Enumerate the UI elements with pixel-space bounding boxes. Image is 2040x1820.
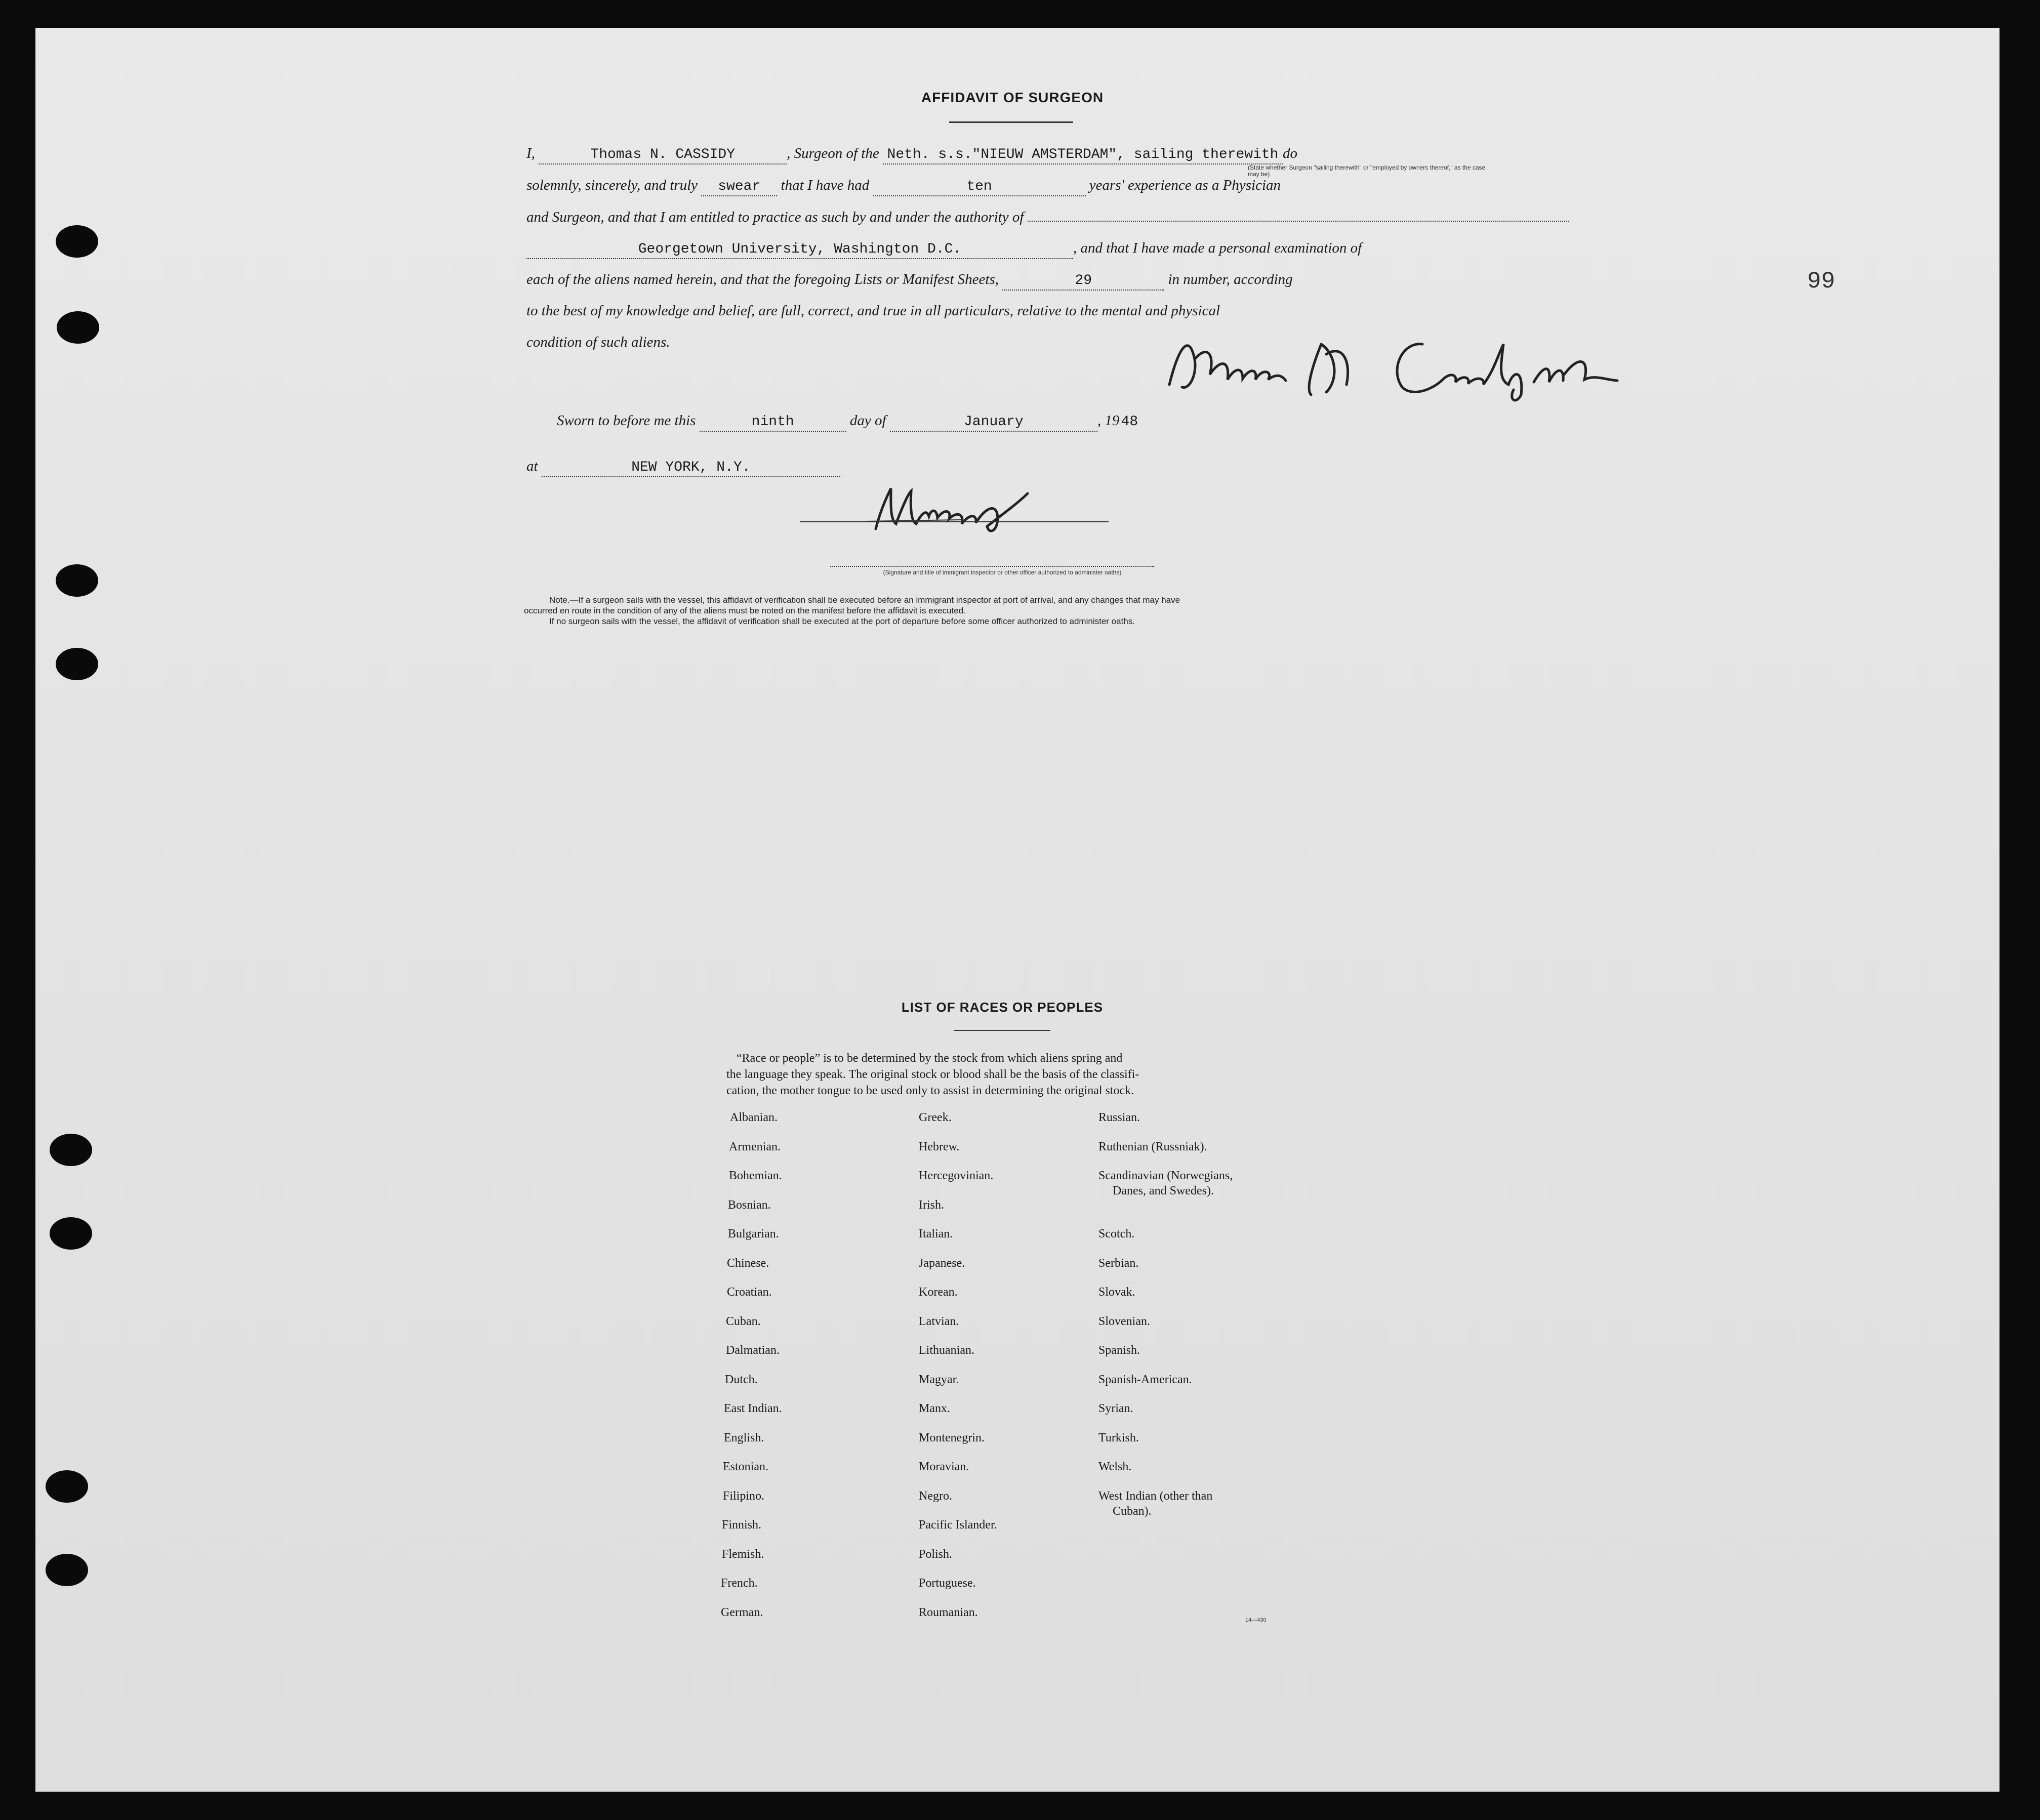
sheets-count-field: 29: [1002, 272, 1164, 291]
race-item: Portuguese.: [919, 1577, 976, 1590]
race-item: Slovenian.: [1098, 1314, 1150, 1328]
binder-hole: [56, 648, 98, 680]
race-item: Latvian.: [919, 1314, 959, 1328]
race-item: Armenian.: [729, 1140, 781, 1153]
race-item: Serbian.: [1098, 1256, 1139, 1270]
race-item: West Indian (other than: [1098, 1489, 1213, 1503]
race-item: Cuban).: [1113, 1504, 1152, 1518]
race-item: English.: [724, 1431, 764, 1444]
race-item: Greek.: [919, 1111, 952, 1124]
races-title: LIST OF RACES OR PEOPLES: [901, 1000, 1104, 1015]
race-item: Scandinavian (Norwegians,: [1098, 1169, 1233, 1182]
binder-hole: [46, 1554, 88, 1586]
affidavit-line-7: condition of such aliens.: [526, 334, 670, 350]
surgeon-signature: [1159, 324, 1620, 405]
race-item: Scotch.: [1098, 1227, 1135, 1240]
race-item: Welsh.: [1098, 1460, 1132, 1473]
races-intro-line: cation, the mother tongue to be used only to assist in determining the original stock.: [726, 1084, 1134, 1097]
race-item: Cuban.: [726, 1314, 761, 1328]
race-item: Turkish.: [1098, 1431, 1139, 1444]
races-column-3: [1098, 1111, 1233, 1534]
race-item: Spanish-American.: [1098, 1373, 1192, 1386]
race-item: Chinese.: [727, 1256, 769, 1270]
document-page: [35, 28, 2000, 1792]
sworn-month-field: January: [890, 413, 1097, 432]
affidavit-title: AFFIDAVIT OF SURGEON: [921, 90, 1104, 105]
race-item: Albanian.: [730, 1111, 778, 1124]
race-item: Flemish.: [722, 1547, 764, 1561]
sworn-year-field: 48: [1121, 414, 1138, 430]
binder-hole: [57, 311, 99, 344]
race-item: Russian.: [1098, 1111, 1140, 1124]
place-field: NEW YORK, N.Y.: [542, 459, 840, 477]
race-item: Slovak.: [1098, 1286, 1135, 1299]
affidavit-line-6: to the best of my knowledge and belief, are full, correct, and true in all particulars, relative to the mental and physical: [526, 303, 1220, 319]
race-item: Filipino.: [723, 1489, 765, 1503]
race-item: Montenegrin.: [919, 1431, 985, 1444]
race-item: Lithuanian.: [919, 1344, 974, 1357]
form-code: 14—430: [1245, 1617, 1267, 1623]
binder-hole: [56, 225, 98, 258]
affidavit-line-5: each of the aliens named herein, and that the foregoing Lists or Manifest Sheets, 29 in number, according: [526, 271, 1293, 291]
race-item: Hercegovinian.: [919, 1169, 994, 1182]
race-item: Bulgarian.: [728, 1227, 779, 1240]
race-item: Ruthenian (Russniak).: [1098, 1140, 1207, 1153]
race-item: Dalmatian.: [726, 1344, 780, 1357]
race-item: Hebrew.: [919, 1140, 960, 1153]
race-item: Moravian.: [919, 1460, 969, 1473]
race-item: Spanish.: [1098, 1344, 1140, 1357]
race-item: Irish.: [919, 1198, 944, 1212]
place-line: at NEW YORK, N.Y.: [526, 458, 840, 477]
binder-hole: [50, 1134, 92, 1166]
title-divider: [949, 121, 1073, 123]
binder-hole: [56, 564, 98, 597]
signature-caption-rule: [830, 566, 1154, 567]
note-line-3: If no surgeon sails with the vessel, the affidavit of verification shall be executed at the port of departure before some officer authorized to administer oaths.: [549, 616, 1135, 626]
affidavit-line-1: I, Thomas N. CASSIDY , Surgeon of the Neth. s.s."NIEUW AMSTERDAM", sailing therewith do: [526, 145, 1297, 164]
note-line-2: occurred en route in the condition of any of the aliens must be noted on the manifest before the affidavit is executed.: [524, 606, 966, 615]
race-item: Manx.: [919, 1402, 950, 1415]
race-item: Pacific Islander.: [919, 1518, 997, 1532]
affidavit-line-2: solemnly, sincerely, and truly swear that I have had ten years' experience as a Physician: [526, 177, 1281, 196]
race-item: Japanese.: [919, 1256, 965, 1270]
oath-field: swear: [701, 178, 777, 196]
authority-line-blank: [1028, 221, 1569, 222]
race-item: Roumanian.: [919, 1605, 978, 1619]
race-item: Polish.: [919, 1547, 953, 1561]
race-item: Finnish.: [722, 1518, 762, 1532]
inspector-signature-line: [800, 521, 1109, 522]
signature-caption: (Signature and title of immigrant inspector or other officer authorized to administer oaths): [883, 569, 1122, 576]
race-item: Italian.: [919, 1227, 953, 1240]
races-intro-line: the language they speak. The original stock or blood shall be the basis of the classifi-: [726, 1068, 1139, 1081]
binder-hole: [46, 1470, 88, 1503]
race-item: Bohemian.: [729, 1169, 782, 1182]
race-item: Dutch.: [725, 1373, 758, 1386]
surgeon-name-field: Thomas N. CASSIDY: [539, 146, 787, 164]
sworn-line: Sworn to before me this ninth day of January , 19 48: [557, 412, 1139, 432]
race-item: German.: [721, 1605, 763, 1619]
races-column-1: [721, 1111, 782, 1635]
sworn-day-field: ninth: [700, 413, 846, 432]
races-intro: [726, 1050, 1283, 1099]
races-column-2: [919, 1111, 997, 1635]
race-item: French.: [721, 1577, 758, 1590]
affidavit-line-3: and Surgeon, and that I am entitled to practice as such by and under the authority of: [526, 209, 1569, 226]
inspector-signature: [861, 473, 1078, 539]
races-intro-line: “Race or people” is to be determined by the stock from which aliens spring and: [737, 1052, 1123, 1065]
page-number: 99: [1807, 268, 1835, 295]
binder-hole: [50, 1217, 92, 1250]
race-item: Danes, and Swedes).: [1113, 1184, 1214, 1197]
note-line-1: Note.—If a surgeon sails with the vessel, this affidavit of verification shall be executed before an immigrant inspector at port of arrival, and any changes that may have: [549, 595, 1180, 605]
races-divider: [954, 1030, 1050, 1031]
race-item: Bosnian.: [728, 1198, 771, 1212]
race-item: Korean.: [919, 1286, 958, 1299]
race-item: Magyar.: [919, 1373, 959, 1386]
vessel-field: Neth. s.s."NIEUW AMSTERDAM", sailing therewith: [883, 146, 1283, 164]
race-item: Syrian.: [1098, 1402, 1133, 1415]
affidavit-line-4: Georgetown University, Washington D.C. , and that I have made a personal examination of: [526, 240, 1362, 259]
state-note: (State whether Surgeon "sailing therewith" or "employed by owners thereof," as the case may be): [1248, 164, 1486, 178]
years-field: ten: [873, 178, 1086, 196]
race-item: East Indian.: [724, 1402, 782, 1415]
authority-field: Georgetown University, Washington D.C.: [526, 241, 1073, 259]
race-item: Estonian.: [723, 1460, 768, 1473]
race-item: Croatian.: [727, 1286, 772, 1299]
race-item: Negro.: [919, 1489, 952, 1503]
